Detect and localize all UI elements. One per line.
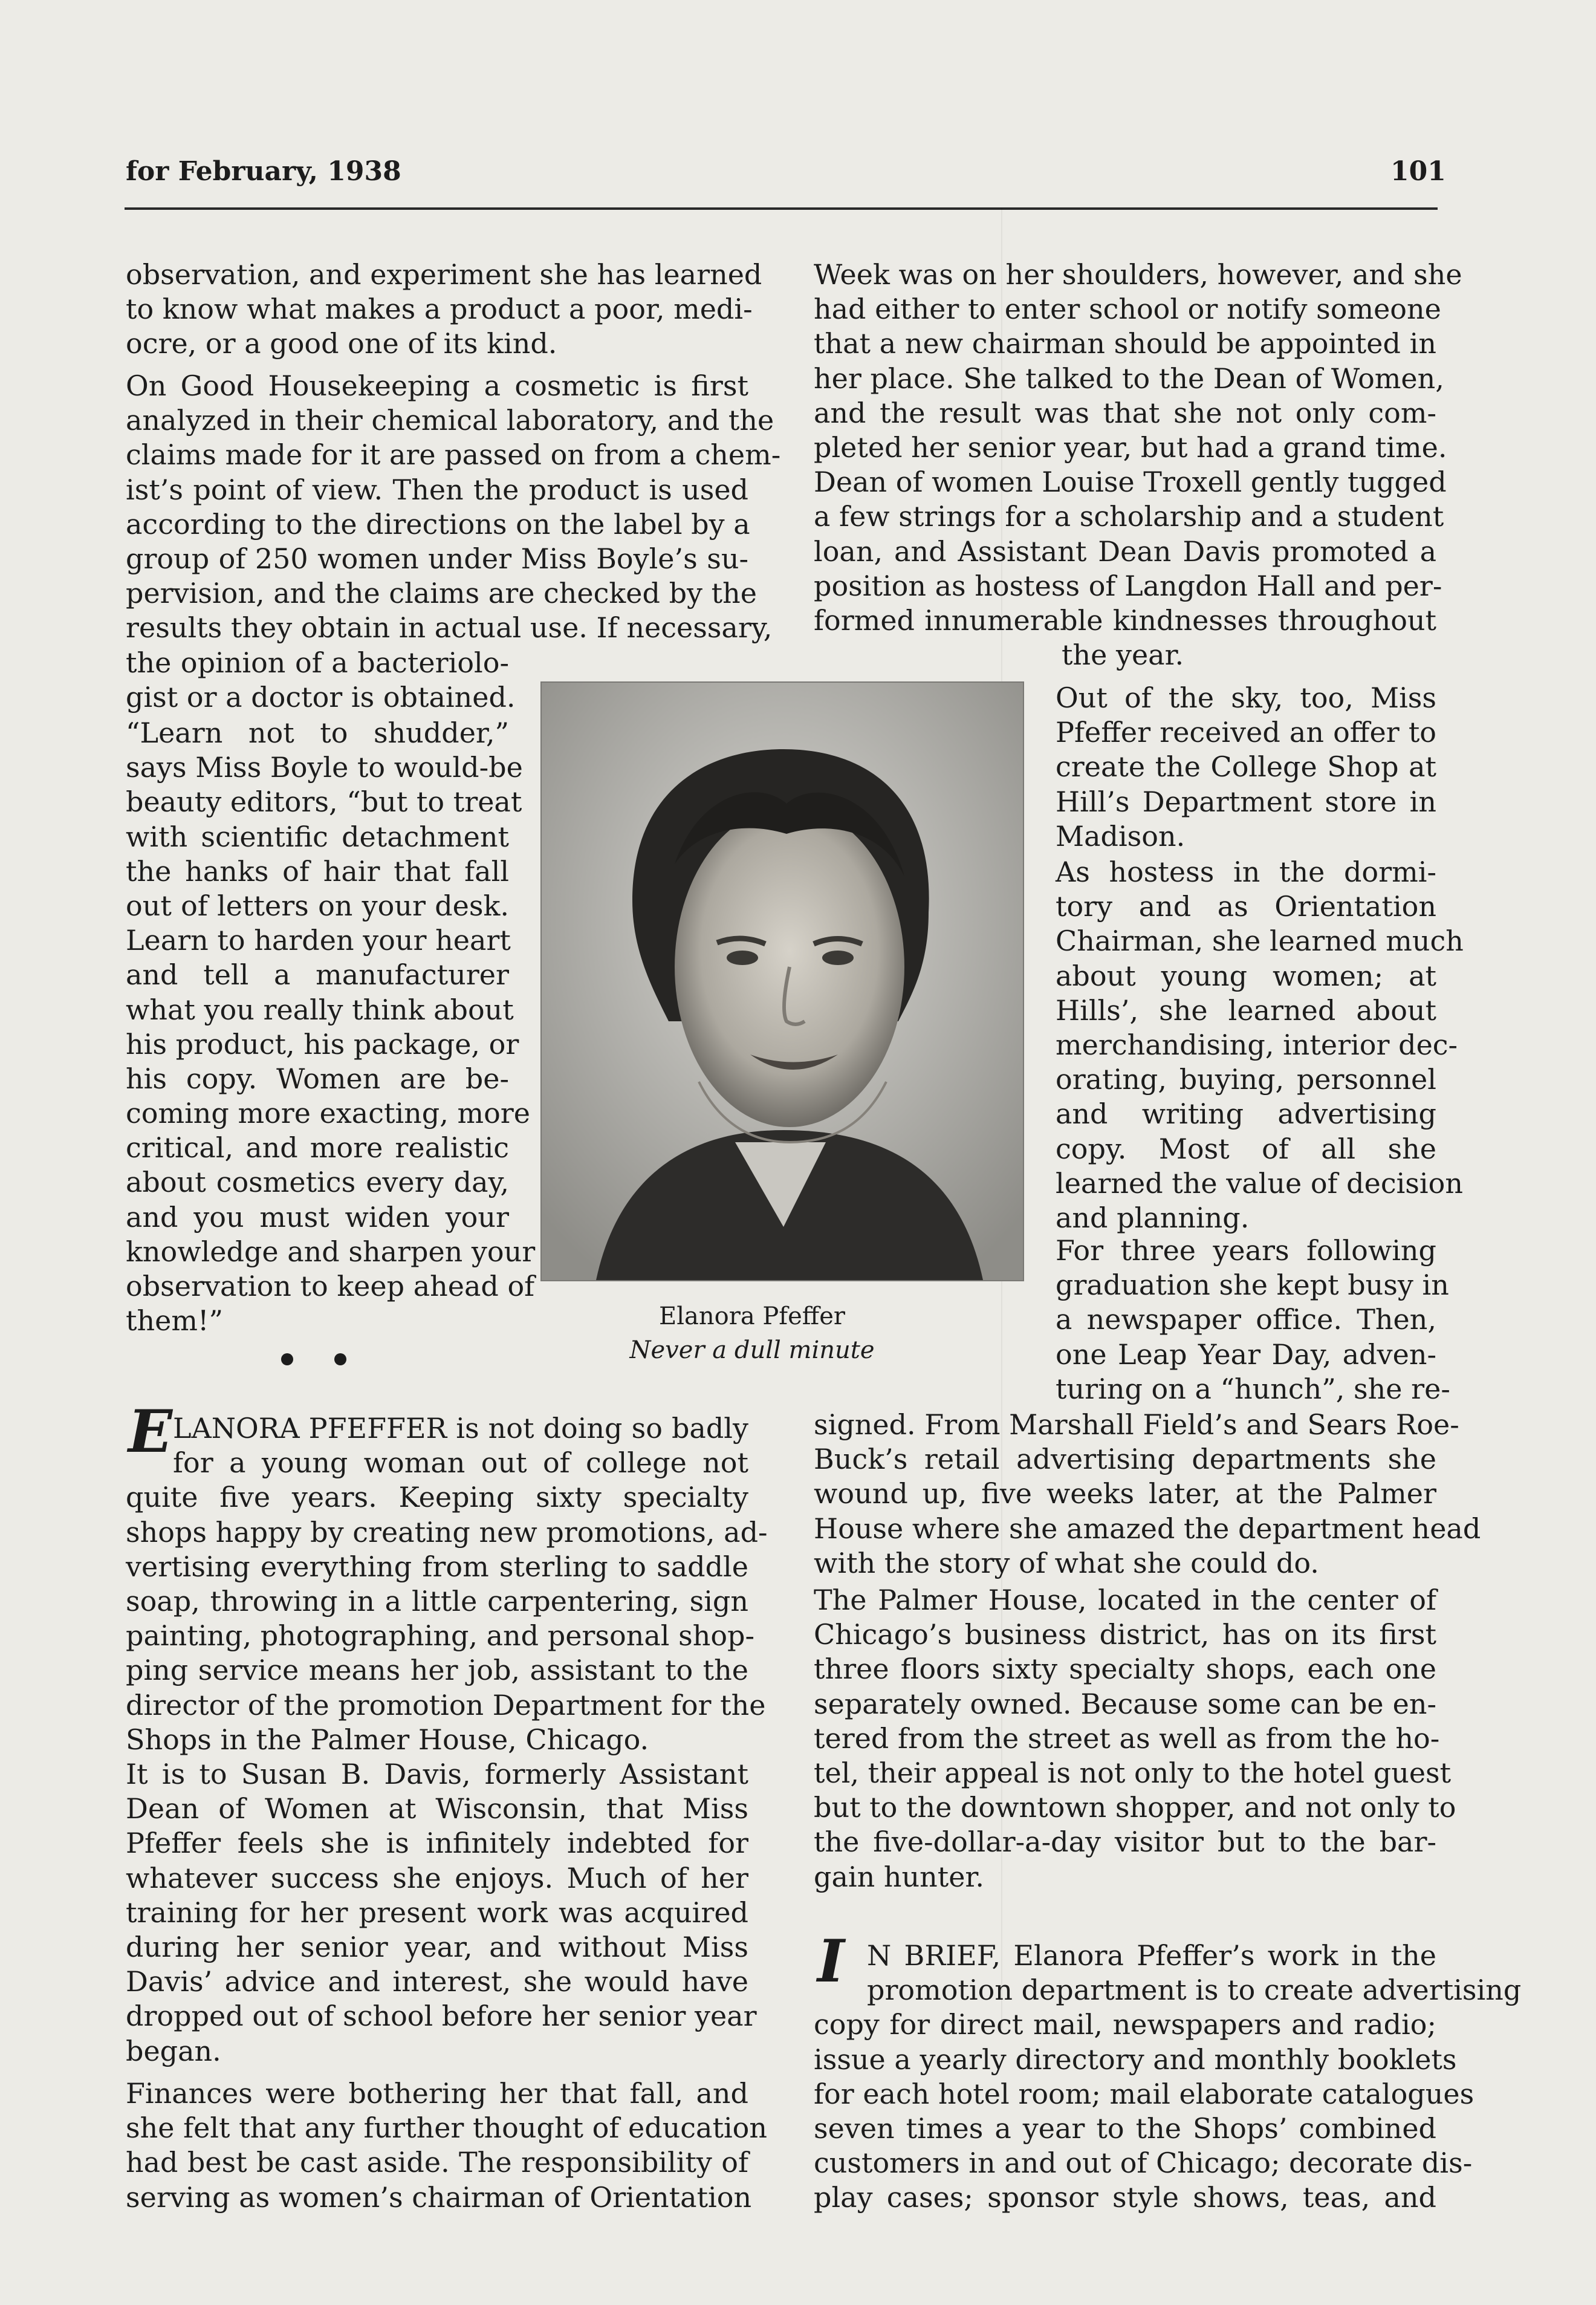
text-line: promotion department is to create advertising: [867, 1974, 1522, 2007]
text-line: On Good Housekeeping a cosmetic is first: [126, 369, 748, 402]
text-line: Buck’s retail advertising departments she: [814, 1443, 1436, 1476]
text-line: and planning.: [1056, 1201, 1250, 1234]
text-line: with the story of what she could do.: [814, 1546, 1319, 1579]
text-line: and the result was that she not only com-: [814, 396, 1436, 429]
text-line: The Palmer House, located in the center of: [814, 1584, 1436, 1616]
text-line: pleted her senior year, but had a grand time.: [814, 431, 1447, 464]
left-paragraph-4: [126, 1411, 768, 1757]
text-line: wound up, five weeks later, at the Palmer: [814, 1477, 1436, 1510]
text-line: issue a yearly directory and monthly booklets: [814, 2043, 1457, 2076]
text-line: her place. She talked to the Dean of Women,: [814, 362, 1444, 395]
text-line: director of the promotion Department for the: [126, 1688, 766, 1721]
page-number: 101: [1390, 156, 1446, 187]
text-line: separately owned. Because some can be en-: [814, 1687, 1436, 1720]
right-paragraph-1: [814, 258, 1462, 672]
text-line: Pfeffer feels she is infinitely indebted for: [126, 1827, 748, 1860]
text-line: claims made for it are passed on from a chem-: [126, 438, 781, 472]
left-paragraph-5: [126, 1757, 757, 2069]
text-line: tory and as Orientation: [1056, 890, 1436, 923]
text-line: had best be cast aside. The responsibility of: [126, 2146, 748, 2179]
text-line: play cases; sponsor style shows, teas, and: [814, 2181, 1436, 2214]
text-line: N BRIEF, Elanora Pfeffer’s work in the: [867, 1939, 1436, 1972]
text-line: gain hunter.: [814, 1860, 984, 1893]
text-line: Hills’, she learned about: [1056, 993, 1436, 1027]
text-line: dropped out of school before her senior year: [126, 2000, 757, 2033]
text-line: a newspaper office. Then,: [1056, 1303, 1436, 1336]
running-header-date: for February, 1938: [126, 156, 401, 187]
text-line: but to the downtown shopper, and not only to: [814, 1791, 1456, 1824]
text-line: group of 250 women under Miss Boyle’s su-: [126, 542, 748, 575]
text-line: tel, their appeal is not only to the hotel guest: [814, 1756, 1452, 1789]
text-line: Pfeffer received an offer to: [1056, 716, 1436, 749]
portrait-photo: [540, 681, 1024, 1281]
text-line: his product, his package, or: [126, 1027, 519, 1061]
text-line: three floors sixty specialty shops, each one: [814, 1653, 1436, 1686]
text-line: for each hotel room; mail elaborate catalogues: [814, 2077, 1474, 2110]
text-line: graduation she kept busy in: [1056, 1269, 1449, 1302]
text-line: Chicago’s business district, has on its first: [814, 1618, 1436, 1651]
text-line: merchandising, interior dec-: [1056, 1028, 1458, 1061]
text-line: Shops in the Palmer House, Chicago.: [126, 1723, 649, 1756]
text-line: Dean of women Louise Troxell gently tugged: [814, 466, 1447, 499]
text-line: “Learn not to shudder,”: [126, 717, 509, 749]
text-line: pervision, and the claims are checked by the: [126, 577, 757, 610]
text-line: that a new chairman should be appointed in: [814, 327, 1436, 360]
text-line: and tell a manufacturer: [126, 958, 509, 992]
text-line: position as hostess of Langdon Hall and per-: [814, 569, 1442, 602]
text-line: copy for direct mail, newspapers and radio;: [814, 2008, 1436, 2041]
text-line: soap, throwing in a little carpentering, sign: [126, 1584, 748, 1617]
text-line: Finances were bothering her that fall, and: [126, 2077, 748, 2110]
text-line: Chairman, she learned much: [1056, 925, 1464, 958]
drop-cap-i: I: [817, 1927, 845, 1995]
text-line: learned the value of decision: [1056, 1166, 1463, 1200]
text-line: what you really think about: [126, 993, 514, 1026]
text-line: with scientific detachment: [126, 820, 509, 853]
text-line: seven times a year to the Shops’ combined: [814, 2112, 1436, 2145]
right-paragraph-6: [814, 1583, 1456, 1894]
text-line: she felt that any further thought of education: [126, 2112, 767, 2145]
text-line: vertising everything from sterling to saddle: [126, 1550, 748, 1583]
text-line: For three years following: [1056, 1234, 1436, 1267]
text-line: a few strings for a scholarship and a student: [814, 500, 1444, 533]
text-line: create the College Shop at: [1056, 750, 1436, 784]
text-line: to know what makes a product a poor, medi-: [126, 293, 753, 326]
text-line: serving as women’s chairman of Orientation: [126, 2180, 752, 2214]
text-line: training for her present work was acquired: [126, 1896, 748, 1929]
text-line: Dean of Women at Wisconsin, that Miss: [126, 1792, 748, 1825]
text-line: ocre, or a good one of its kind.: [126, 327, 557, 360]
text-line: gist or a doctor is obtained.: [126, 680, 516, 714]
text-line: ist’s point of view. Then the product is used: [126, 473, 748, 506]
right-paragraph-7: [814, 1939, 1522, 2216]
text-line: critical, and more realistic: [126, 1131, 509, 1165]
text-line: the opinion of a bacteriolo-: [126, 646, 509, 679]
right-paragraph-3: [1056, 855, 1464, 1235]
text-line: It is to Susan B. Davis, formerly Assistant: [126, 1758, 748, 1790]
text-line: says Miss Boyle to would-be: [126, 751, 523, 784]
left-paragraph-2: [126, 369, 781, 715]
text-line: one Leap Year Day, adven-: [1056, 1338, 1436, 1371]
text-line: and you must widen your: [126, 1200, 509, 1234]
drop-cap-e: E: [128, 1397, 173, 1466]
text-line: Davis’ advice and interest, she would have: [126, 1965, 748, 1998]
header-rule: [125, 207, 1438, 210]
photo-caption-name: Elanora Pfeffer: [659, 1302, 845, 1330]
text-line: began.: [126, 2034, 221, 2067]
text-line: for a young woman out of college not: [173, 1446, 748, 1480]
photo-caption-subtitle: Never a dull minute: [629, 1336, 875, 1364]
text-line: tered from the street as well as from the ho-: [814, 1721, 1440, 1755]
left-paragraph-1: [126, 258, 762, 362]
text-line: whatever success she enjoys. Much of her: [126, 1861, 748, 1894]
right-paragraph-2: [1056, 681, 1436, 854]
right-paragraph-4: [1056, 1234, 1450, 1406]
text-line: painting, photographing, and personal shop-: [126, 1619, 755, 1653]
text-line: beauty editors, “but to treat: [126, 785, 522, 819]
text-line: the hanks of hair that fall: [126, 854, 509, 888]
text-line: As hostess in the dormi-: [1056, 856, 1436, 888]
text-line: observation, and experiment she has learned: [126, 258, 762, 291]
text-line: them!”: [126, 1304, 223, 1338]
right-paragraph-5: [814, 1408, 1481, 1581]
text-line: customers in and out of Chicago; decorate dis-: [814, 2147, 1473, 2180]
text-line: and writing advertising: [1056, 1097, 1436, 1131]
text-line: about cosmetics every day,: [126, 1166, 509, 1199]
text-line: copy. Most of all she: [1056, 1132, 1436, 1165]
text-line: results they obtain in actual use. If necessary,: [126, 611, 773, 645]
section-dot-right: [334, 1353, 346, 1365]
text-line: the five-dollar-a-day visitor but to the bar-: [814, 1825, 1436, 1859]
text-line: LANORA PFEFFER is not doing so badly: [173, 1412, 748, 1445]
text-line: formed innumerable kindnesses throughout: [814, 603, 1436, 637]
left-paragraph-6: [126, 2076, 767, 2215]
text-line: Madison.: [1056, 819, 1186, 853]
text-line: Hill’s Department store in: [1056, 785, 1436, 818]
text-line: observation to keep ahead of: [126, 1270, 535, 1302]
text-line: shops happy by creating new promotions, ad-: [126, 1515, 768, 1549]
text-line: according to the directions on the label by a: [126, 507, 750, 541]
text-line: had either to enter school or notify someone: [814, 293, 1441, 326]
text-line: House where she amazed the department head: [814, 1512, 1481, 1545]
portrait-illustration: [542, 683, 1023, 1280]
text-line: out of letters on your desk.: [126, 889, 509, 922]
text-line: turing on a “hunch”, she re-: [1056, 1372, 1450, 1405]
text-line: coming more exacting, more: [126, 1097, 531, 1130]
text-line: quite five years. Keeping sixty specialty: [126, 1481, 748, 1514]
text-line: Out of the sky, too, Miss: [1056, 681, 1436, 714]
text-line: signed. From Marshall Field’s and Sears Roe-: [814, 1408, 1459, 1441]
text-line: during her senior year, and without Miss: [126, 1930, 748, 1963]
section-dot-left: [281, 1353, 293, 1365]
text-line: about young women; at: [1056, 959, 1436, 992]
text-line: orating, buying, personnel: [1056, 1063, 1436, 1096]
left-paragraph-3: [126, 716, 536, 1338]
text-line: ping service means her job, assistant to the: [126, 1654, 748, 1687]
text-line: Week was on her shoulders, however, and she: [814, 258, 1462, 291]
text-line: loan, and Assistant Dean Davis promoted a: [814, 535, 1436, 568]
text-line: knowledge and sharpen your: [126, 1235, 536, 1268]
text-line: Learn to harden your heart: [126, 924, 511, 957]
text-line: his copy. Women are be-: [126, 1062, 509, 1095]
text-line: the year.: [1062, 639, 1184, 672]
text-line: analyzed in their chemical laboratory, and the: [126, 404, 774, 437]
